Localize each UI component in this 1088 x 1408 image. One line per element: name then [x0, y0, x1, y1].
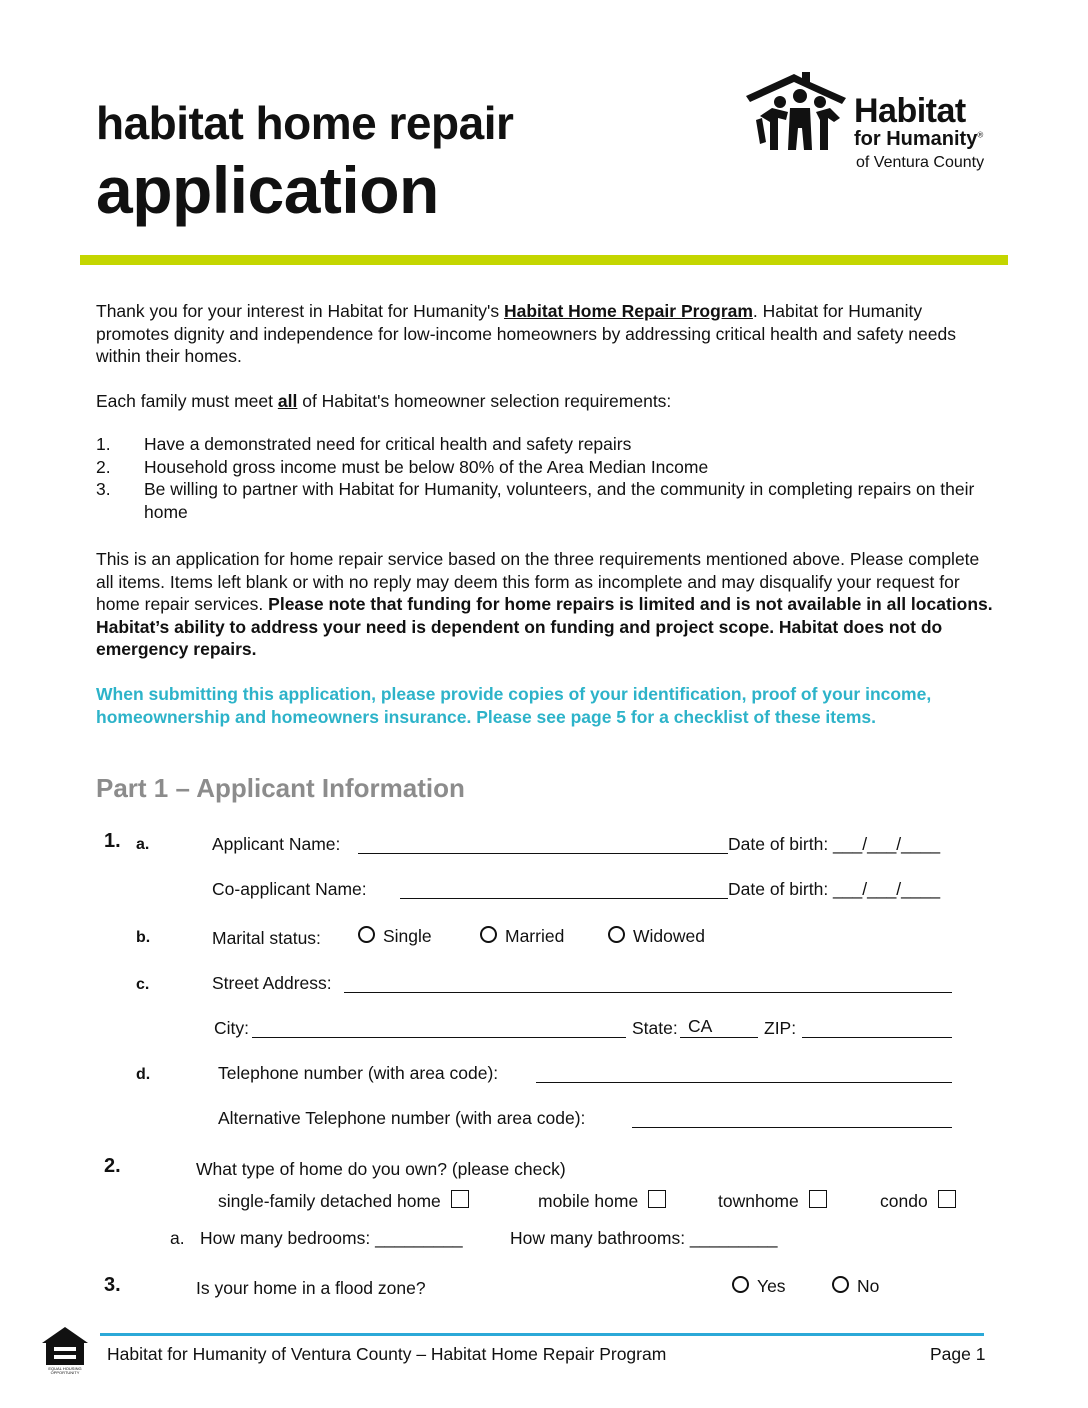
- question-1d-letter: d.: [136, 1066, 151, 1083]
- home-type-single-family-option[interactable]: single-family detached home: [218, 1190, 469, 1212]
- coapplicant-name-field[interactable]: [400, 898, 728, 899]
- checkbox-icon[interactable]: [938, 1190, 956, 1208]
- marital-widowed-option[interactable]: Widowed: [608, 926, 705, 947]
- radio-icon[interactable]: [832, 1276, 849, 1293]
- state-field-line[interactable]: [680, 1037, 758, 1038]
- home-type-question: What type of home do you own? (please check): [196, 1159, 566, 1179]
- bathrooms-field[interactable]: How many bathrooms: _________: [510, 1228, 778, 1248]
- title-line-1: habitat home repair: [96, 97, 514, 149]
- city-label: City:: [214, 1018, 249, 1038]
- home-type-condo-option[interactable]: condo: [880, 1190, 956, 1212]
- footer-text: Habitat for Humanity of Ventura County – Habitat Home Repair Program: [107, 1344, 667, 1364]
- state-value: CA: [688, 1016, 713, 1036]
- question-2-number: 2.: [104, 1155, 121, 1177]
- flood-zone-yes-option[interactable]: Yes: [732, 1276, 786, 1297]
- radio-icon[interactable]: [608, 926, 625, 943]
- habitat-house-people-icon: [742, 72, 852, 156]
- list-item: 2. Household gross income must be below 80% of the Area Median Income: [96, 456, 709, 477]
- home-type-townhome-option[interactable]: townhome: [718, 1190, 827, 1212]
- title-line-2: application: [96, 153, 439, 227]
- logo-tagline: for Humanity®: [854, 128, 984, 150]
- habitat-logo: [742, 72, 1002, 182]
- intro-paragraph-2: Each family must meet all of Habitat's homeowner selection requirements:: [96, 391, 672, 411]
- intro-paragraph-3: This is an application for home repair service based on the three requirements mentioned above. Please complete all items. Items left blank or with no reply may deem this form as incomplete and may disqualify your request for home repair services. Please note that funding for home repairs is limited and is not available in all locations. Habitat’s ability to address your need is dependent on funding and project scope. Habitat does not do emergency repairs.: [96, 549, 993, 659]
- checkbox-icon[interactable]: [809, 1190, 827, 1208]
- submission-notice: When submitting this application, please provide copies of your identification, proof of your income, homeownership and homeowners insurance. Please see page 5 for a checklist of these items.: [96, 684, 932, 727]
- radio-icon[interactable]: [732, 1276, 749, 1293]
- intro-paragraph-1: Thank you for your interest in Habitat for Humanity's Habitat Home Repair Program. Habitat for Humanity promotes dignity and independence for low-income homeowners by addressing critical health and safety needs within their homes.: [96, 301, 956, 366]
- checkbox-icon[interactable]: [451, 1190, 469, 1208]
- marital-status-label: Marital status:: [212, 928, 321, 948]
- footer-divider: [100, 1333, 984, 1336]
- list-item: 3. Be willing to partner with Habitat for Humanity, volunteers, and the community in completing repairs on their home: [96, 479, 975, 522]
- green-divider: [80, 255, 1008, 265]
- coapplicant-name-label: Co-applicant Name:: [212, 879, 367, 899]
- question-2a-letter: a.: [170, 1228, 185, 1248]
- question-1b-letter: b.: [136, 929, 151, 946]
- logo-name: Habitat: [854, 92, 966, 130]
- radio-icon[interactable]: [358, 926, 375, 943]
- marital-married-option[interactable]: Married: [480, 926, 564, 947]
- question-1c-letter: c.: [136, 976, 150, 993]
- program-name: Habitat Home Repair Program: [503, 301, 753, 321]
- part-1-heading: Part 1 – Applicant Information: [96, 773, 465, 803]
- question-3-number: 3.: [104, 1274, 121, 1296]
- page-number: Page 1: [930, 1344, 986, 1364]
- radio-icon[interactable]: [480, 926, 497, 943]
- state-label: State:: [632, 1018, 678, 1038]
- requirements-list: [96, 433, 996, 523]
- zip-label: ZIP:: [764, 1018, 797, 1038]
- alt-telephone-label: Alternative Telephone number (with area code):: [218, 1108, 586, 1128]
- question-1-number: 1.: [104, 830, 121, 852]
- telephone-label: Telephone number (with area code):: [218, 1063, 499, 1083]
- logo-location: of Ventura County: [856, 154, 985, 171]
- street-address-field[interactable]: [344, 992, 952, 993]
- city-field[interactable]: [252, 1037, 626, 1038]
- list-item: 1. Have a demonstrated need for critical health and safety repairs: [96, 434, 632, 454]
- applicant-name-field[interactable]: [358, 853, 728, 854]
- equal-housing-house-icon: [40, 1325, 90, 1367]
- alt-telephone-field[interactable]: [632, 1127, 952, 1128]
- zip-field[interactable]: [802, 1037, 952, 1038]
- checkbox-icon[interactable]: [648, 1190, 666, 1208]
- home-type-mobile-option[interactable]: mobile home: [538, 1190, 666, 1212]
- applicant-name-label: Applicant Name:: [212, 834, 341, 854]
- question-1a-letter: a.: [136, 836, 150, 853]
- flood-zone-no-option[interactable]: No: [832, 1276, 879, 1297]
- coapplicant-dob-field[interactable]: Date of birth: ___/___/____: [728, 879, 941, 899]
- street-address-label: Street Address:: [212, 973, 332, 993]
- bedrooms-field[interactable]: How many bedrooms: _________: [200, 1228, 463, 1248]
- flood-zone-question: Is your home in a flood zone?: [196, 1278, 426, 1298]
- equal-housing-logo: EQUAL HOUSING OPPORTUNITY: [40, 1325, 90, 1377]
- marital-single-option[interactable]: Single: [358, 926, 432, 947]
- applicant-dob-field[interactable]: Date of birth: ___/___/____: [728, 834, 941, 854]
- telephone-field[interactable]: [536, 1082, 952, 1083]
